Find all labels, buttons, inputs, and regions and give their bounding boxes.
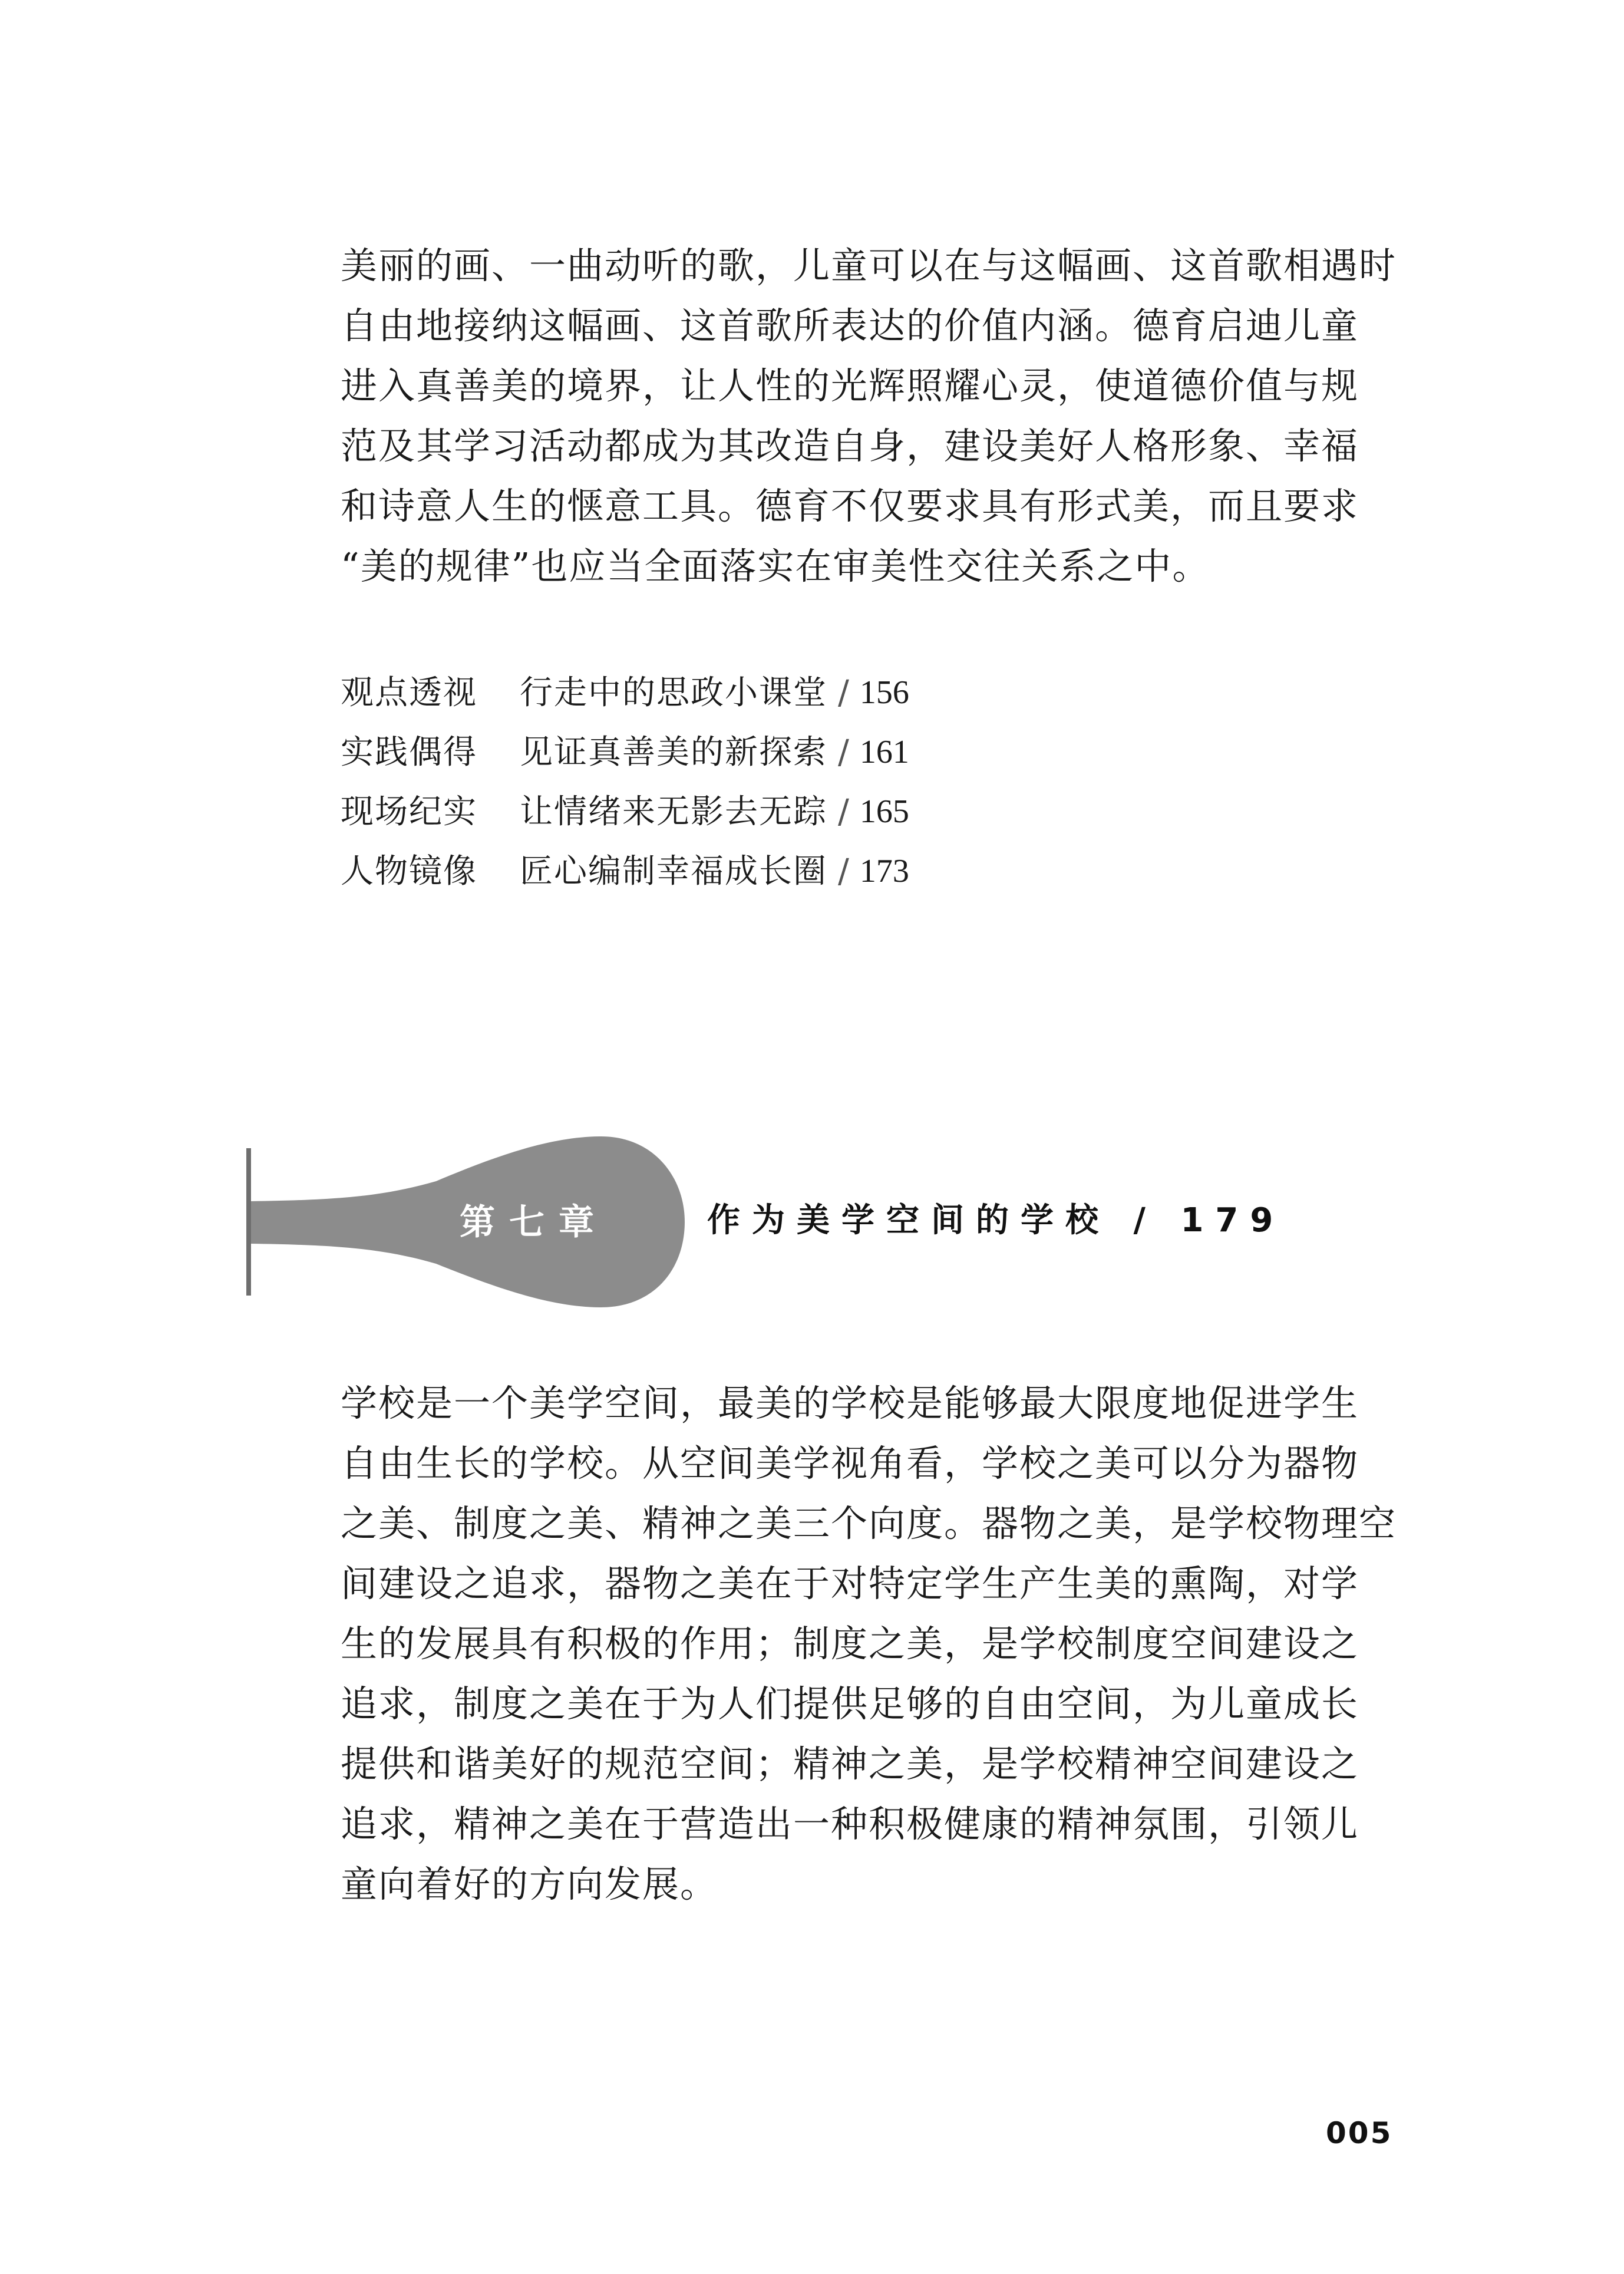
intro-line: 进入真善美的境界，让人性的光辉照耀心灵，使道德价值与规 [341,364,1359,407]
chapter-line: 追求，精神之美在于营造出一种积极健康的精神氛围，引领儿 [341,1802,1359,1845]
chapter-label: 第七章 [460,1202,608,1243]
intro-line: 范及其学习活动都成为其改造自身，建设美好人格形象、幸福 [341,424,1359,467]
banner-edge-line [246,1148,251,1296]
toc-separator: / [838,793,849,831]
toc-title: 匠心编制幸福成长圈 [520,852,827,891]
toc-entry[interactable] [341,842,909,901]
toc-page-number: 156 [859,674,909,711]
toc-category: 观点透视 [341,674,477,712]
chapter-line: 之美、制度之美、精神之美三个向度。器物之美，是学校物理空 [341,1502,1397,1545]
toc-page-number: 161 [859,734,909,770]
intro-paragraph [341,236,1397,596]
toc-entry[interactable] [341,723,909,782]
toc-title: 见证真善美的新探索 [520,733,827,772]
intro-line: 和诗意人生的惬意工具。德育不仅要求具有形式美，而且要求 [341,485,1359,528]
chapter-line: 提供和谐美好的规范空间；精神之美，是学校精神空间建设之 [341,1742,1359,1785]
chapter-line: 生的发展具有积极的作用；制度之美，是学校制度空间建设之 [341,1622,1359,1665]
chapter-intro-paragraph [341,1373,1397,1914]
toc-separator: / [838,852,849,891]
chapter-line: 童向着好的方向发展。 [341,1863,718,1906]
chapter-heading[interactable] [242,1131,1332,1307]
chapter-line: 自由生长的学校。从空间美学视角看，学校之美可以分为器物 [341,1442,1359,1485]
page-number: 005 [1326,2116,1393,2150]
toc-page-number: 165 [859,793,909,830]
intro-line: “美的规律”也应当全面落实在审美性交往关系之中。 [341,545,1210,588]
table-of-contents [341,663,909,901]
chapter-line: 学校是一个美学空间，最美的学校是能够最大限度地促进学生 [341,1382,1359,1425]
toc-category: 现场纪实 [341,793,477,831]
chapter-line: 间建设之追求，器物之美在于对特定学生产生美的熏陶，对学 [341,1562,1359,1605]
toc-title: 行走中的思政小课堂 [520,674,827,712]
toc-entry[interactable] [341,782,909,842]
intro-line: 自由地接纳这幅画、这首歌所表达的价值内涵。德育启迪儿童 [341,304,1359,347]
intro-line: 美丽的画、一曲动听的歌，儿童可以在与这幅画、这首歌相遇时 [341,244,1397,287]
chapter-line: 追求，制度之美在于为人们提供足够的自由空间，为儿童成长 [341,1682,1359,1725]
toc-page-number: 173 [859,853,909,889]
toc-separator: / [838,733,849,772]
toc-entry[interactable] [341,663,909,723]
toc-separator: / [838,674,849,712]
toc-category: 实践偶得 [341,733,477,772]
toc-title: 让情绪来无影去无踪 [520,793,827,831]
chapter-title: 作为美学空间的学校 / 179 [707,1201,1285,1240]
toc-category: 人物镜像 [341,852,477,891]
